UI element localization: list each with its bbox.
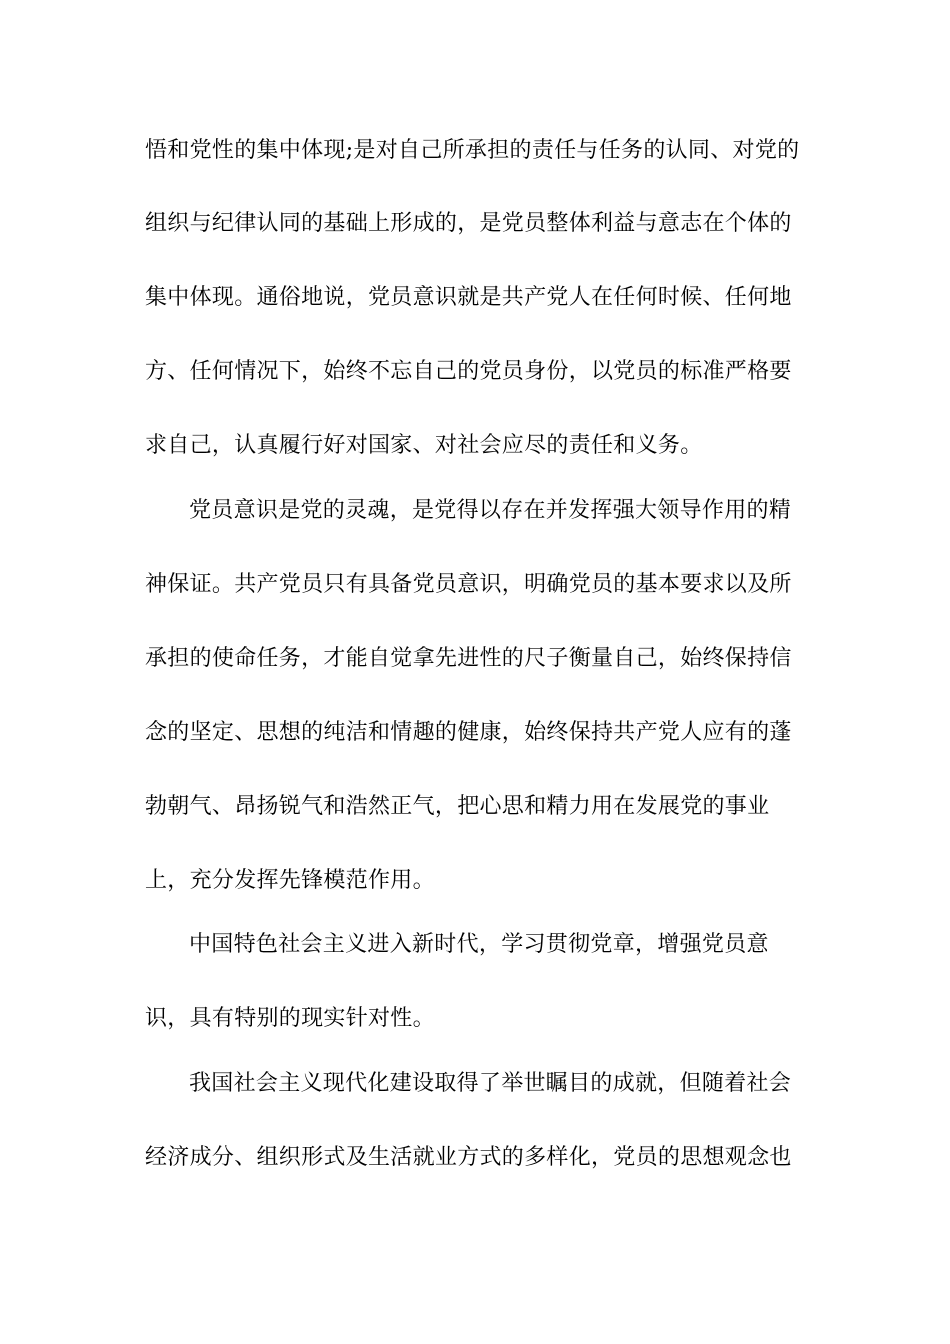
text-line: 悟和党性的集中体现;是对自己所承担的责任与任务的认同、对党的: [145, 138, 800, 163]
text-line: 神保证。共产党员只有具备党员意识，明确党员的基本要求以及所: [145, 572, 792, 597]
text-line: 集中体现。通俗地说，党员意识就是共产党人在任何时候、任何地: [145, 285, 792, 310]
text-line: 方、任何情况下，始终不忘自己的党员身份，以党员的标准严格要: [145, 359, 792, 384]
text-line: 勃朝气、昂扬锐气和浩然正气，把心思和精力用在发展党的事业: [145, 794, 770, 819]
text-line: 承担的使命任务，才能自觉拿先进性的尺子衡量自己，始终保持信: [145, 646, 792, 671]
text-line: 经济成分、组织形式及生活就业方式的多样化，党员的思想观念也: [145, 1145, 792, 1170]
paragraph-first-line: 我国社会主义现代化建设取得了举世瞩目的成就，但随着社会: [189, 1071, 792, 1096]
text-line: 识，具有特别的现实针对性。: [145, 1006, 435, 1031]
text-line: 组织与纪律认同的基础上形成的，是党员整体利益与意志在个体的: [145, 211, 792, 236]
paragraph-first-line: 党员意识是党的灵魂，是党得以存在并发挥强大领导作用的精: [189, 498, 792, 523]
paragraph-first-line: 中国特色社会主义进入新时代，学习贯彻党章，增强党员意: [189, 932, 769, 957]
text-line: 上，充分发挥先锋模范作用。: [145, 868, 435, 893]
text-line: 求自己，认真履行好对国家、对社会应尽的责任和义务。: [145, 433, 703, 458]
text-line: 念的坚定、思想的纯洁和情趣的健康，始终保持共产党人应有的蓬: [145, 720, 792, 745]
